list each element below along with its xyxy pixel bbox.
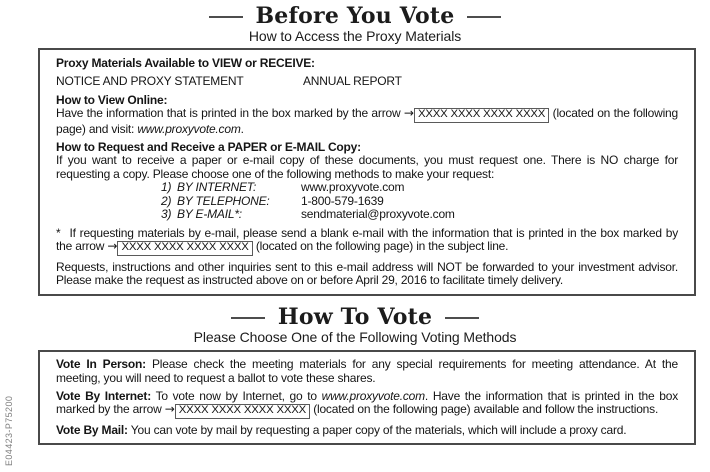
doc-annual-report: ANNUAL REPORT: [303, 74, 402, 89]
vote-by-internet-post-text: (located on the following page) available and follow the instructions.: [313, 402, 659, 417]
method-value: 1-800-579-1639: [301, 193, 384, 208]
how-to-vote-header: [0, 306, 710, 346]
method-value: www.proxyvote.com: [301, 180, 405, 195]
method-by-internet: [161, 181, 678, 194]
proxyvote-url: www.proxyvote.com: [137, 121, 241, 136]
title-dash-left: [209, 16, 243, 18]
vote-by-internet-label: Vote By Internet:: [56, 389, 151, 404]
proxyvote-url: www.proxyvote.com: [321, 389, 425, 404]
title-dash-left: [231, 317, 265, 319]
vote-by-mail-label: Vote By Mail:: [56, 422, 128, 437]
voting-methods-box: [38, 350, 696, 445]
before-you-vote-subtitle: How to Access the Proxy Materials: [248, 28, 462, 45]
before-you-vote-title-text: Before You Vote: [255, 3, 455, 29]
arrow-right-icon: →: [164, 402, 175, 417]
view-online-pre-text: Have the information that is printed in the box marked by the arrow: [56, 106, 401, 121]
arrow-right-icon: →: [403, 106, 414, 121]
footnote-asterisk: *: [56, 225, 61, 240]
email-footnote: [56, 227, 678, 256]
vote-by-internet-mid-text: . Have the information that is printed in the box marked by the arrow: [56, 389, 678, 417]
request-copy-heading: How to Request and Receive a PAPER or E-MAIL Copy:: [56, 139, 361, 154]
vote-by-mail-paragraph: [56, 424, 678, 437]
control-number-box: XXXX XXXX XXXX XXXX: [117, 241, 252, 255]
footnote-pre-text: If requesting materials by e-mail, please send a blank e-mail with the information that is printed in the box marked by the arrow: [56, 225, 678, 254]
requests-note: Requests, instructions and other inquiries sent to this e-mail address will NOT be forwarded to your investment advisor. Please make the request as instructed above on or before April 29, 2016 to facilitate timely delivery.: [56, 259, 678, 287]
method-number: 3): [161, 207, 172, 222]
method-number: 1): [161, 180, 172, 195]
form-code: E04423-P75200: [4, 395, 14, 466]
how-to-vote-title: [231, 306, 479, 329]
method-label: BY INTERNET:: [177, 180, 257, 195]
doc-notice-and-proxy-statement: NOTICE AND PROXY STATEMENT: [56, 74, 244, 89]
how-to-vote-title-text: How To Vote: [277, 304, 433, 331]
method-label: BY E-MAIL*:: [177, 207, 242, 222]
method-label: BY TELEPHONE:: [177, 193, 270, 208]
method-value: sendmaterial@proxyvote.com: [301, 207, 455, 222]
request-methods-list: [161, 181, 678, 221]
vote-in-person-text: Please check the meeting materials for any special requirements for meeting attendance. At the meeting, you will need to request a ballot to vote these shares.: [56, 357, 678, 385]
method-by-telephone: [161, 195, 678, 208]
vote-by-internet-paragraph: [56, 390, 678, 419]
footnote-post-text: (located on the following page) in the subject line.: [255, 239, 509, 254]
before-you-vote-title: [209, 5, 502, 28]
materials-heading: Proxy Materials Available to VIEW or RECEIVE:: [56, 55, 315, 70]
how-to-vote-subtitle: Please Choose One of the Following Voting Methods: [193, 329, 517, 346]
view-online-paragraph: [56, 107, 678, 136]
vote-by-internet-pre-text: To vote now by Internet, go to: [155, 389, 317, 404]
control-number-box: XXXX XXXX XXXX XXXX: [414, 108, 549, 122]
method-by-email: [161, 208, 678, 221]
vote-by-mail-text: You can vote by mail by requesting a paper copy of the materials, which will include a proxy card.: [130, 422, 627, 437]
view-online-heading: How to View Online:: [56, 92, 168, 107]
title-dash-right: [467, 16, 501, 18]
vote-in-person-paragraph: [56, 358, 678, 385]
control-number-box: XXXX XXXX XXXX XXXX: [175, 404, 310, 418]
vote-in-person-label: Vote In Person:: [56, 357, 146, 372]
before-you-vote-header: [0, 0, 710, 45]
view-online-mid-text: (located on the following page) and visit:: [56, 106, 679, 136]
arrow-right-icon: →: [107, 239, 118, 254]
title-dash-right: [445, 317, 479, 319]
access-materials-box: [38, 48, 696, 297]
request-copy-intro: If you want to receive a paper or e-mail copy of these documents, you must request one. There is NO charge for requesting a copy. Please choose one of the following methods to make your request:: [56, 153, 678, 181]
method-number: 2): [161, 193, 172, 208]
materials-list: [56, 75, 678, 88]
view-online-end-text: .: [240, 121, 244, 136]
